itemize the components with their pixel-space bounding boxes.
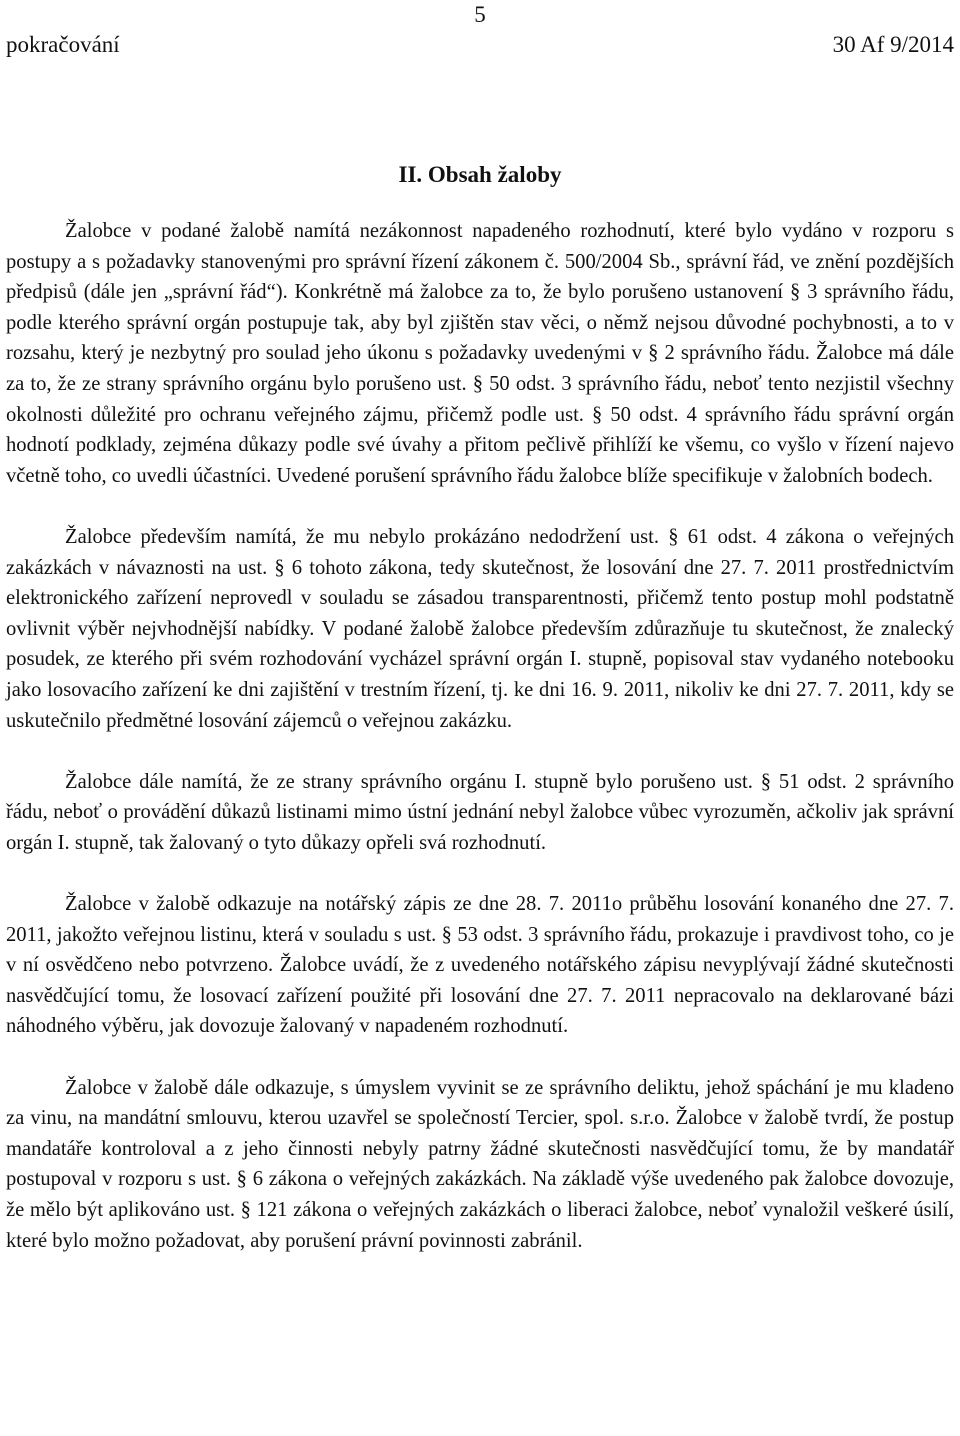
paragraph-3: Žalobce dále namítá, že ze strany správního orgánu I. stupně bylo porušeno ust. § 51 odst. 2 správního řádu, neboť o provádění důkazů listinami mimo ústní jednání nebyl žalobce vůbec vyrozuměn, ačkoliv jak správní orgán I. stupně, tak žalovaný o tyto důkazy opřeli svá rozhodnutí.: [6, 770, 954, 854]
page-number: 5: [474, 2, 486, 27]
header-continuation: pokračování: [6, 32, 120, 57]
case-number: 30 Af 9/2014: [832, 32, 954, 57]
paragraph-5: Žalobce v žalobě dále odkazuje, s úmyslem vyvinit se ze správního deliktu, jehož spáchání je mu kladeno za vinu, na mandátní smlouvu, kterou uzavřel se společností Tercier, spol. s.r.o. Žalobce v žalobě tvrdí, že postup mandatáře kontroloval a z jeho činnosti nebyly patrny žádné skutečnosti nasvědčující tomu, že by mandatář postupoval v rozporu s ust. § 6 zákona o veřejných zakázkách. Na základě výše uvedeného pak žalobce dovozuje, že mělo být aplikováno ust. § 121 zákona o veřejných zakázkách o liberaci žalobce, neboť vynaložil veškeré úsilí, které bylo možno požadovat, aby porušení právní povinnosti zabránil.: [6, 1076, 954, 1252]
paragraph-4: Žalobce v žalobě odkazuje na notářský zápis ze dne 28. 7. 2011o průběhu losování konaného dne 27. 7. 2011, jakožto veřejnou listinu, která v souladu s ust. § 53 odst. 3 správního řádu, prokazuje i pravdivost toho, co je v ní osvědčeno nebo potvrzeno. Žalobce uvádí, že z uvedeného notářského zápisu nevyplývají žádné skutečnosti nasvědčující tomu, že losovací zařízení použité při losování dne 27. 7. 2011 nepracovalo na deklarované bázi náhodného výběru, jak dovozuje žalovaný v napadeném rozhodnutí.: [6, 893, 954, 1038]
section-title: II. Obsah žaloby: [398, 162, 562, 187]
paragraph-2: Žalobce především namítá, že mu nebylo prokázáno nedodržení ust. § 61 odst. 4 zákona o veřejných zakázkách v návaznosti na ust. § 6 tohoto zákona, tedy skutečnost, že losování dne 27. 7. 2011 prostřednictvím elektronického zařízení neprovedl v souladu se zásadou transparentnosti, přičemž tento postup mohl podstatně ovlivnit výběr nejvhodnější nabídky. V podané žalobě žalobce především zdůrazňuje tu skutečnost, že znalecký posudek, ze kterého při svém rozhodování vycházel správní orgán I. stupně, popisoval stav vydaného notebooku jako losovacího zařízení ke dni zajištění v trestním řízení, tj. ke dni 16. 9. 2011, nikoliv ke dni 27. 7. 2011, kdy se uskutečnilo předmětné losování zájemců o veřejnou zakázku.: [6, 525, 954, 732]
paragraph-1: Žalobce v podané žalobě namítá nezákonnost napadeného rozhodnutí, které bylo vydáno v rozporu s postupy a s požadavky stanovenými pro správní řízení zákonem č. 500/2004 Sb., správní řád, ve znění pozdějších předpisů (dále jen „správní řád“). Konkrétně má žalobce za to, že bylo porušeno ustanovení § 3 správního řádu, podle kterého správní orgán postupuje tak, aby byl zjištěn stav věci, o němž nejsou důvodné pochybnosti, a to v rozsahu, který je nezbytný pro soulad jeho úkonu s požadavky uvedenými v § 2 správního řádu. Žalobce má dále za to, že ze strany správního orgánu bylo porušeno ust. § 50 odst. 3 správního řádu, neboť tento nezjistil všechny okolnosti důležité pro ochranu veřejného zájmu, přičemž podle ust. § 50 odst. 4 správního řádu správní orgán hodnotí podklady, zejména důkazy podle své úvahy a přitom pečlivě přihlíží ke všemu, co vyšlo v řízení najevo včetně toho, co uvedli účastníci. Uvedené porušení správního řádu žalobce blíže specifikuje v žalobních bodech.: [6, 220, 954, 487]
document-body: [6, 216, 954, 1256]
